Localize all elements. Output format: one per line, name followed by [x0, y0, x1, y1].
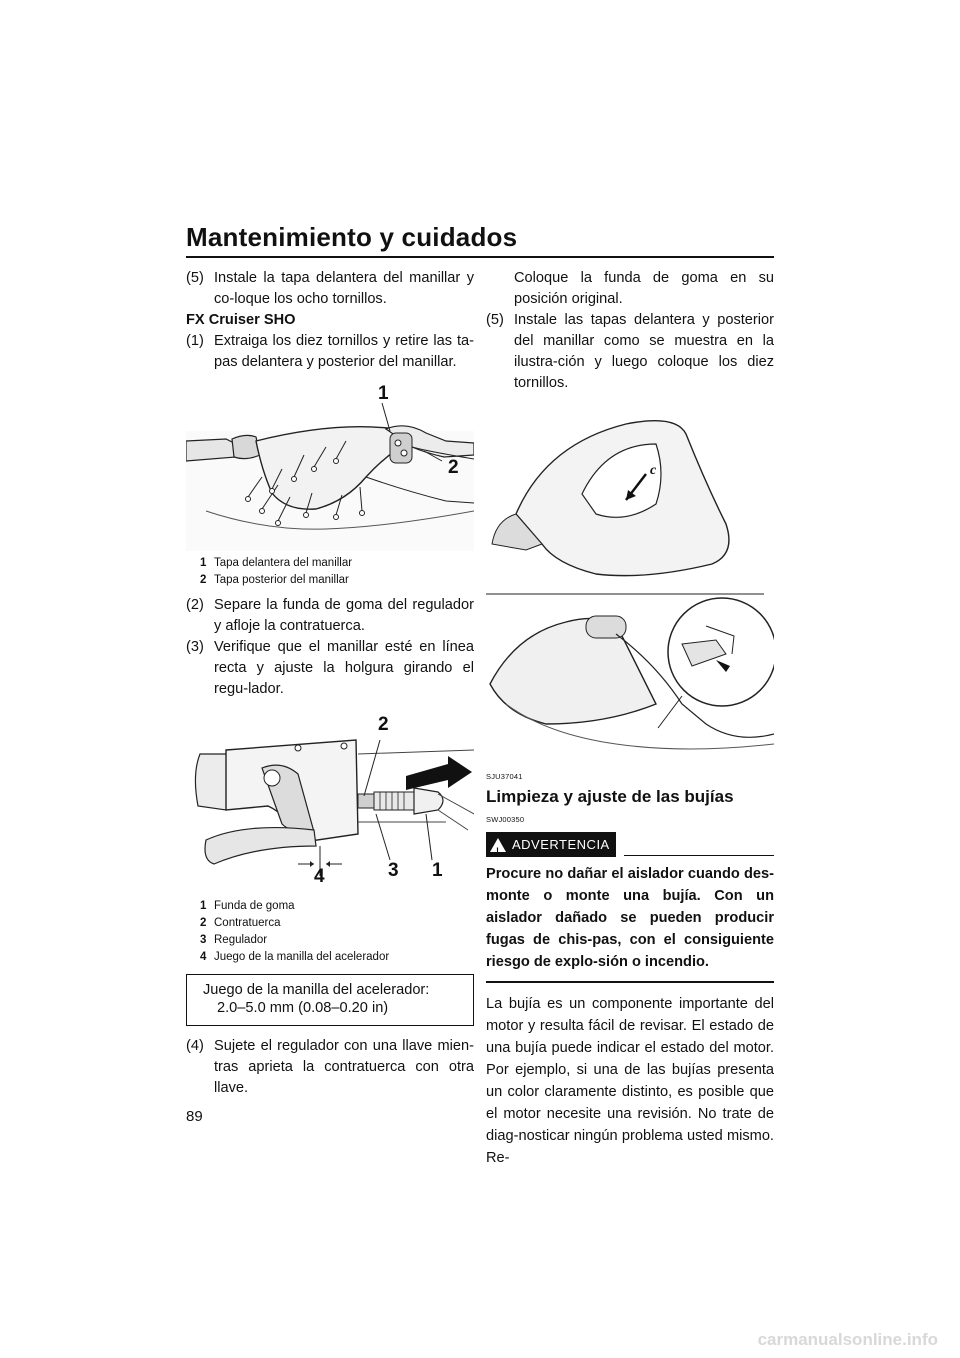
- header-rule: [186, 256, 774, 258]
- step-number: (5): [186, 270, 204, 286]
- callout-1: 1: [432, 860, 443, 881]
- page-title: Mantenimiento y cuidados: [186, 222, 518, 252]
- callout-1: 1: [378, 383, 389, 404]
- legend-item: 3 Regulador: [200, 934, 268, 946]
- throttle-lever-illustration: [186, 714, 474, 894]
- step-text: Sujete el regulador con una llave mien-tras aprieta la contratuerca con otra llave.: [214, 1038, 474, 1096]
- handlebar-cover-drawing: [186, 381, 474, 551]
- throttle-lever-drawing: [186, 714, 474, 894]
- legend-item: 1 Funda de goma: [200, 900, 295, 912]
- figure-2-legend: [200, 898, 474, 966]
- step-number: (3): [186, 639, 204, 655]
- spec-value: 2.0–5.0 mm (0.08–0.20 in): [217, 1000, 389, 1016]
- step-text: Verifique que el manillar esté en línea recta y ajuste la holgura girando el regu-lador.: [214, 639, 474, 697]
- warning-label: ADVERTENCIA: [512, 837, 610, 852]
- spec-label: Juego de la manilla del acelerador:: [203, 982, 430, 998]
- step-number: (4): [186, 1038, 204, 1054]
- callout-2: 2: [378, 714, 389, 735]
- warning-rule: [624, 855, 774, 857]
- step-1: [186, 331, 474, 373]
- warning-badge: [486, 832, 616, 857]
- section-code: SJU37041: [486, 772, 523, 781]
- cover-install-illustration: [486, 404, 774, 762]
- warning-code: SWJ00350: [486, 815, 525, 824]
- callout-4: 4: [314, 866, 325, 887]
- callout-2: 2: [448, 457, 459, 478]
- step-5-left: [186, 268, 474, 310]
- step-number: (5): [486, 312, 504, 328]
- warning-end-rule: [486, 981, 774, 983]
- model-subhead: FX Cruiser SHO: [186, 312, 296, 328]
- warning-text: Procure no dañar el aislador cuando des-monte o monte una bujía. Con un aislador dañado se pueden producir fugas de chis-pas, con el consiguiente riesgo de explo-sión o incendio.: [486, 866, 774, 970]
- step-5-right: [486, 310, 774, 394]
- spec-box: [186, 974, 474, 1026]
- right-column: [486, 268, 774, 1169]
- step-4-continued: Coloque la funda de goma en su posición original.: [514, 270, 774, 307]
- figure-1-legend: [200, 555, 474, 589]
- handlebar-cover-illustration: [186, 381, 474, 551]
- step-4: [186, 1036, 474, 1099]
- left-column: [186, 268, 474, 1099]
- warning-triangle-icon: !: [490, 838, 506, 852]
- legend-item: 2 Tapa posterior del manillar: [200, 574, 349, 586]
- svg-text:c: c: [650, 463, 657, 478]
- step-text: Instale las tapas delantera y posterior del manillar como se muestra en la ilustra-ción y luego coloque los diez tornillos.: [514, 312, 774, 391]
- legend-item: 2 Contratuerca: [200, 917, 281, 929]
- step-text: Instale la tapa delantera del manillar y co-loque los ocho tornillos.: [214, 270, 474, 307]
- warning-header: [486, 832, 774, 857]
- cover-install-drawing: [486, 404, 774, 762]
- step-number: (1): [186, 333, 204, 349]
- watermark: carmanualsonline.info: [757, 1330, 938, 1349]
- callout-3: 3: [388, 860, 399, 881]
- step-2: [186, 595, 474, 637]
- step-number: (2): [186, 597, 204, 613]
- step-3: [186, 637, 474, 700]
- step-text: Separe la funda de goma del regulador y afloje la contratuerca.: [214, 597, 474, 634]
- legend-item: 1 Tapa delantera del manillar: [200, 557, 353, 569]
- page-number: 89: [186, 1108, 203, 1125]
- legend-item: 4 Juego de la manilla del acelerador: [200, 951, 390, 963]
- body-paragraph: La bujía es un componente importante del motor y resulta fácil de revisar. El estado de una bujía puede indicar el estado del motor. Por ejemplo, si una de las bujías presenta un color claramente distinto, es posible que el motor necesite una revisión. No trate de diag-nosticar ningún problema usted mismo. Re-: [486, 995, 774, 1166]
- step-text: Extraiga los diez tornillos y retire las ta-pas delantera y posterior del manillar.: [214, 333, 474, 370]
- section-title: Limpieza y ajuste de las bujías: [486, 787, 734, 806]
